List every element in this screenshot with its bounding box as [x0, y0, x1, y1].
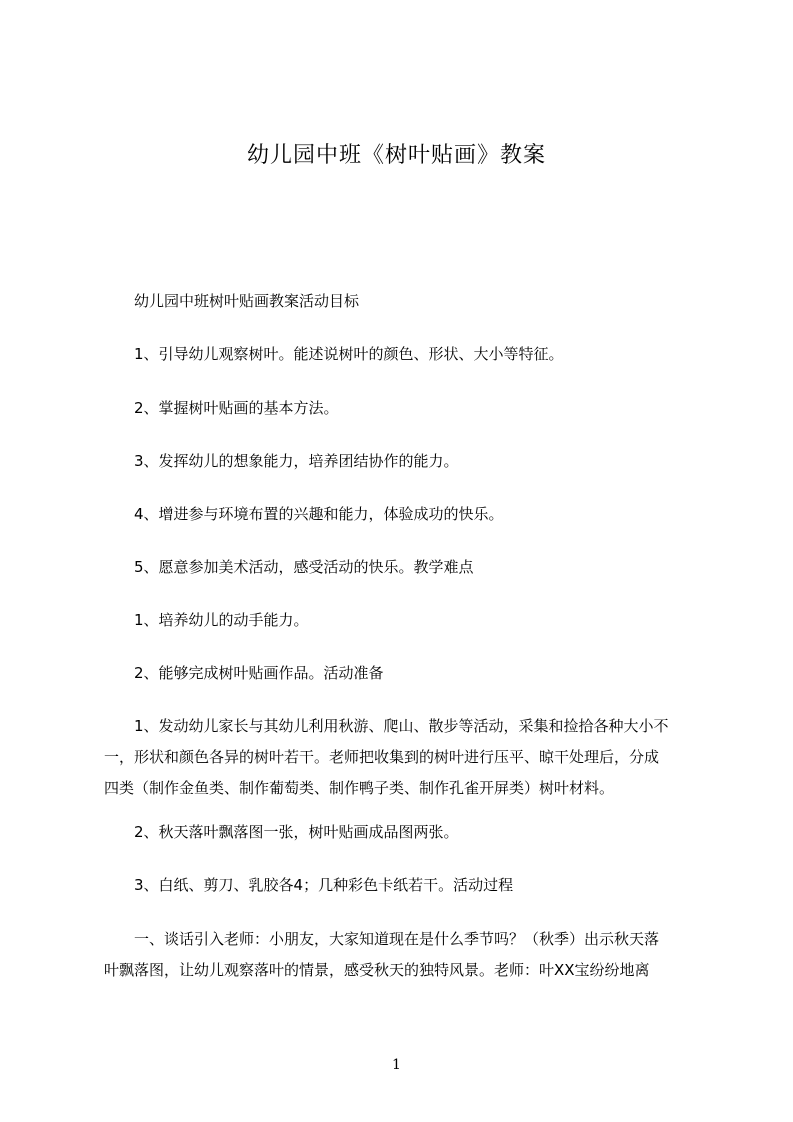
- paragraph-goal-5: [104, 552, 714, 583]
- paragraph-line: 2、能够完成树叶贴画作品。活动准备: [104, 664, 384, 682]
- paragraph-preparation-3: [104, 870, 714, 901]
- paragraph-goal-4: [104, 499, 714, 530]
- paragraph-line: 2、秋天落叶飘落图一张，树叶贴画成品图两张。: [104, 823, 459, 841]
- paragraph-line: 一，形状和颜色各异的树叶若干。老师把收集到的树叶进行压平、晾干处理后，分成: [104, 748, 660, 766]
- paragraph-line: 4、增进参与环境布置的兴趣和能力，体验成功的快乐。: [104, 505, 504, 523]
- paragraph-goal-1: [104, 339, 714, 370]
- paragraph-line: 1、引导幼儿观察树叶。能述说树叶的颜色、形状、大小等特征。: [104, 345, 564, 363]
- paragraph-line: 叶飘落图，让幼儿观察落叶的情景，感受秋天的独特风景。老师：叶XX宝纷纷地离: [104, 961, 650, 979]
- paragraph-line: 5、愿意参加美术活动，感受活动的快乐。教学难点: [104, 558, 474, 576]
- paragraph-preparation-1: [104, 711, 714, 804]
- page-number: 1: [392, 1057, 401, 1073]
- paragraph-difficulty-2: [104, 658, 714, 689]
- paragraph-goal-3: [104, 446, 714, 477]
- paragraph-goals-heading: [104, 286, 714, 317]
- paragraph-preparation-2: [104, 817, 714, 848]
- paragraph-line: 四类（制作金鱼类、制作葡萄类、制作鸭子类、制作孔雀开屏类）树叶材料。: [104, 779, 615, 797]
- paragraph-line: 3、发挥幼儿的想象能力，培养团结协作的能力。: [104, 452, 459, 470]
- paragraph-goal-2: [104, 393, 714, 424]
- paragraph-line: 3、白纸、剪刀、乳胶各4；几种彩色卡纸若干。活动过程: [104, 876, 514, 894]
- paragraph-line: 1、培养幼儿的动手能力。: [104, 611, 309, 629]
- paragraph-difficulty-1: [104, 605, 714, 636]
- paragraph-line: 幼儿园中班树叶贴画教案活动目标: [104, 292, 360, 310]
- document-title: 幼儿园中班《树叶贴画》教案: [246, 143, 546, 168]
- paragraph-line: 一、谈话引入老师：小朋友，大家知道现在是什么季节吗？（秋季）出示秋天落: [104, 930, 660, 948]
- paragraph-line: 1、发动幼儿家长与其幼儿利用秋游、爬山、散步等活动，采集和捡拾各种大小不: [104, 717, 669, 735]
- paragraph-line: 2、掌握树叶贴画的基本方法。: [104, 399, 339, 417]
- paragraph-process-1: [104, 924, 714, 986]
